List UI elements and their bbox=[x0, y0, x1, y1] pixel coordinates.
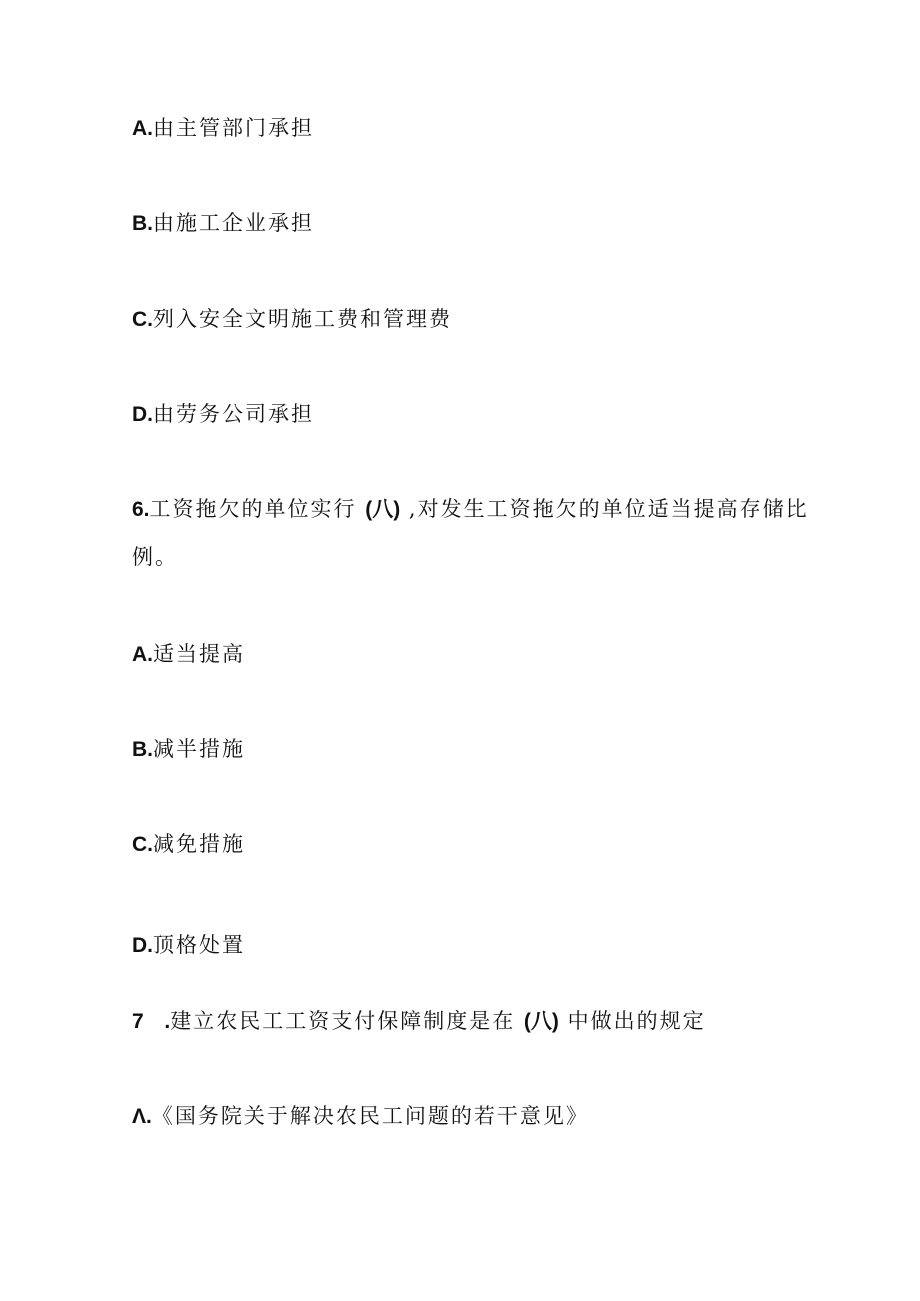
q5-option-d bbox=[132, 400, 314, 429]
option-label: Λ. bbox=[132, 1105, 152, 1128]
option-label: A. bbox=[132, 643, 153, 666]
option-text: 由主管部门承担 bbox=[153, 116, 314, 140]
option-label: B. bbox=[132, 212, 153, 235]
option-text: 由施工企业承担 bbox=[153, 211, 314, 235]
answer-blank: (八) bbox=[523, 1010, 559, 1033]
option-label: C. bbox=[132, 833, 153, 856]
question-text-part2: ,对发生工资拖欠的单位适当提高存储比 bbox=[408, 497, 809, 521]
question-number: 6. bbox=[132, 498, 150, 521]
answer-blank: (八) bbox=[365, 498, 401, 521]
question-text-part1: 建立农民工工资支付保障制度是在 bbox=[170, 1009, 516, 1033]
question-number: 7 bbox=[132, 1010, 144, 1033]
question-number-dot: . bbox=[164, 1010, 171, 1033]
q6-option-b bbox=[132, 735, 245, 764]
q5-option-c bbox=[132, 305, 452, 334]
option-text: 由劳务公司承担 bbox=[153, 402, 314, 426]
option-text: 顶格处置 bbox=[153, 933, 245, 957]
option-label: A. bbox=[132, 117, 153, 140]
option-text: 适当提高 bbox=[153, 642, 245, 666]
q7-option-a bbox=[132, 1102, 589, 1131]
option-text: 《国务院关于解决农民工问题的若干意见》 bbox=[151, 1104, 589, 1128]
q7-stem bbox=[132, 1007, 706, 1036]
option-label: D. bbox=[132, 934, 153, 957]
option-text: 减半措施 bbox=[153, 737, 245, 761]
q5-option-a bbox=[132, 114, 314, 143]
option-label: D. bbox=[132, 403, 153, 426]
question-text-part2: 中做出的规定 bbox=[567, 1009, 706, 1033]
q6-option-d bbox=[132, 931, 245, 960]
q6-option-a bbox=[132, 640, 245, 669]
q6-option-c bbox=[132, 830, 245, 859]
option-text: 列入安全文明施工费和管理费 bbox=[153, 307, 452, 331]
option-text: 减免措施 bbox=[153, 832, 245, 856]
q6-stem-line2 bbox=[132, 543, 178, 571]
q5-option-b bbox=[132, 209, 314, 238]
option-label: C. bbox=[132, 308, 153, 331]
question-text-part1: 工资拖欠的单位实行 bbox=[149, 497, 357, 521]
option-label: B. bbox=[132, 738, 153, 761]
q6-stem-line1 bbox=[132, 495, 809, 524]
question-text-line2: 例。 bbox=[132, 545, 178, 569]
